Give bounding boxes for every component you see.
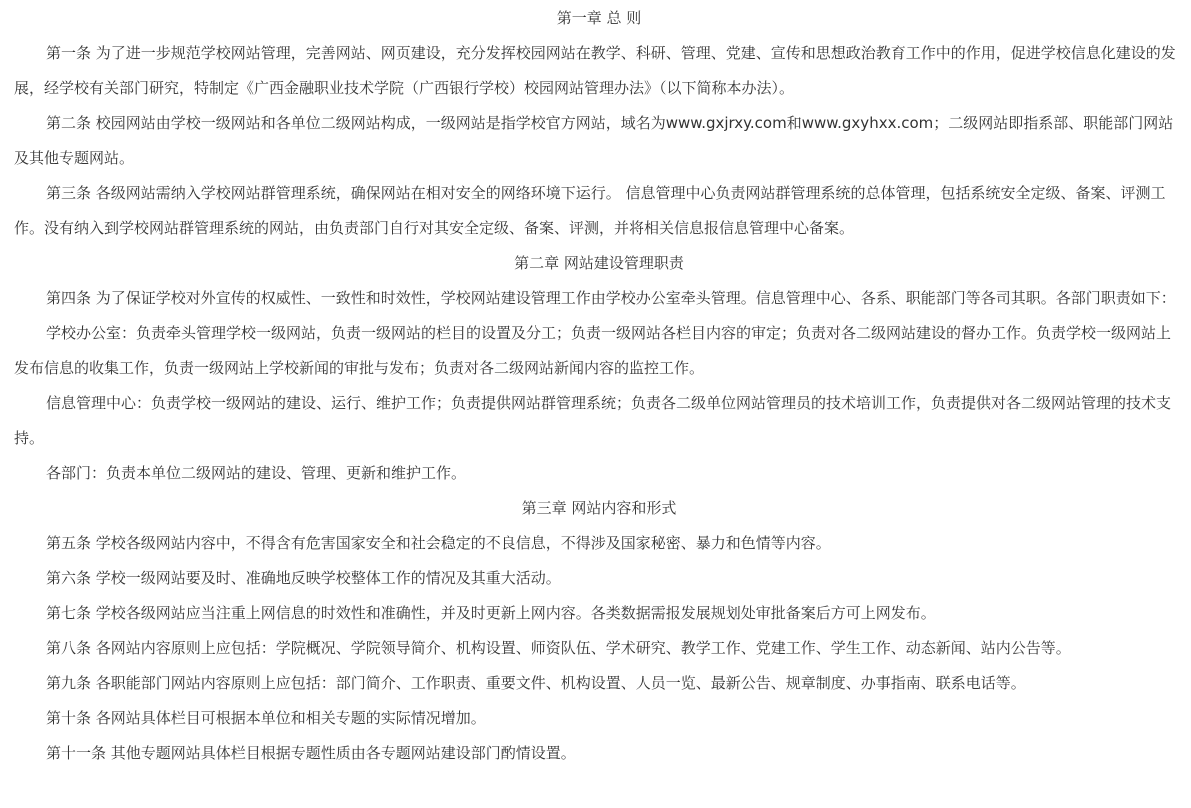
duty-info-center: 信息管理中心：负责学校一级网站的建设、运行、维护工作；负责提供网站群管理系统；负责各二级单位网站管理员的技术培训工作，负责提供对各二级网站管理的技术支持。 <box>14 394 1172 447</box>
article-3: 第三条 各级网站需纳入学校网站群管理系统，确保网站在相对安全的网络环境下运行。 信息管理中心负责网站群管理系统的总体管理，包括系统安全定级、备案、评测工作。没有纳入到学校网站群管理系统的网站，由负责部门自行对其安全定级、备案、评测，并将相关信息报信息管理中心备案。 <box>14 184 1166 237</box>
chapter-title: 第二章 网站建设管理职责 <box>514 254 684 272</box>
article-7: 第七条 学校各级网站应当注重上网信息的时效性和准确性，并及时更新上网内容。各类数据需报发展规划处审批备案后方可上网发布。 <box>46 604 936 622</box>
article-4: 第四条 为了保证学校对外宣传的权威性、一致性和时效性，学校网站建设管理工作由学校办公室牵头管理。信息管理中心、各系、职能部门等各司其职。各部门职责如下： <box>46 289 1176 307</box>
article-2: 第二条 校园网站由学校一级网站和各单位二级网站构成，一级网站是指学校官方网站，域名为www.gxjrxy.com和www.gxyhxx.com；二级网站即指系部、职能部门网站及其他专题网站。 <box>14 114 1174 167</box>
chapter-1 <box>14 1 1184 246</box>
article-9: 第九条 各职能部门网站内容原则上应包括：部门简介、工作职责、重要文件、机构设置、人员一览、最新公告、规章制度、办事指南、联系电话等。 <box>46 674 1026 692</box>
chapter-2 <box>14 246 1184 491</box>
article-10: 第十条 各网站具体栏目可根据本单位和相关专题的实际情况增加。 <box>46 709 486 727</box>
document-body <box>14 0 1184 771</box>
duty-departments: 各部门：负责本单位二级网站的建设、管理、更新和维护工作。 <box>46 464 467 482</box>
article-6: 第六条 学校一级网站要及时、准确地反映学校整体工作的情况及其重大活动。 <box>46 569 561 587</box>
chapter-title: 第三章 网站内容和形式 <box>521 499 677 517</box>
article-1: 第一条 为了进一步规范学校网站管理，完善网站、网页建设，充分发挥校园网站在教学、科研、管理、党建、宣传和思想政治教育工作中的作用，促进学校信息化建设的发展，经学校有关部门研究，特制定《广西金融职业技术学院（广西银行学校）校园网站管理办法》（以下简称本办法）。 <box>14 44 1176 97</box>
article-5: 第五条 学校各级网站内容中，不得含有危害国家安全和社会稳定的不良信息，不得涉及国家秘密、暴力和色情等内容。 <box>46 534 831 552</box>
article-11: 第十一条 其他专题网站具体栏目根据专题性质由各专题网站建设部门酌情设置。 <box>46 744 576 762</box>
chapter-title: 第一章 总 则 <box>556 9 642 27</box>
chapter-3 <box>14 491 1184 771</box>
article-8: 第八条 各网站内容原则上应包括：学院概况、学院领导简介、机构设置、师资队伍、学术研究、教学工作、党建工作、学生工作、动态新闻、站内公告等。 <box>46 639 1071 657</box>
duty-school-office: 学校办公室：负责牵头管理学校一级网站，负责一级网站的栏目的设置及分工；负责一级网站各栏目内容的审定；负责对各二级网站建设的督办工作。负责学校一级网站上发布信息的收集工作，负责一级网站上学校新闻的审批与发布；负责对各二级网站新闻内容的监控工作。 <box>14 324 1172 377</box>
